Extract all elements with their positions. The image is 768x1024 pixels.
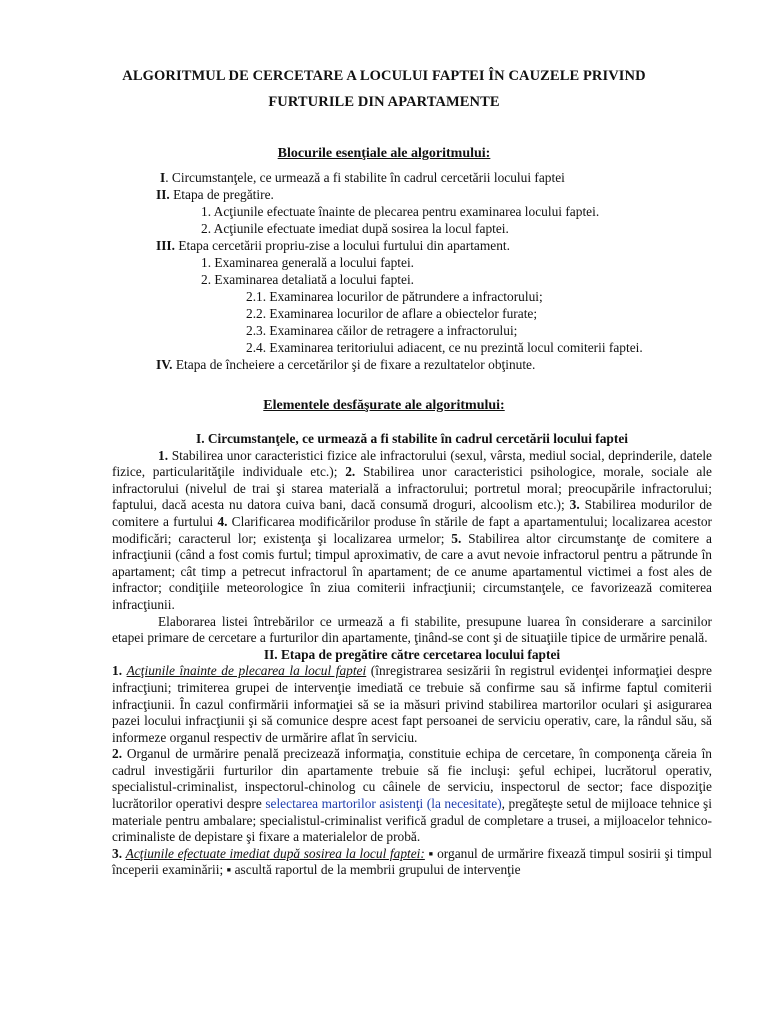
section-2-title: II. Etapa de pregătire către cercetarea locului faptei [263, 646, 561, 662]
section-2-paragraph-1: 1. Acţiunile înainte de plecarea la locul faptei (înregistrarea sesizării în registrul evidenţei informaţiei despre infracţiuni; trimiterea grupei de intervenţie imediată ce trebuie să confirme sau să infirme faptul comiterii infracţiunii. În cazul confirmării informaţiei să se ia măsuri privind stabilirea martorilor oculari şi asigurarea pazei locului infracţiunii şi să comunice despre acest fapt persoanei de serviciu operativ, care, la rândul său, să informeze organul respectiv de urmărire aflat în serviciu. [112, 663, 712, 745]
actions-before-departure-link[interactable]: Acţiunile înainte de plecarea la locul faptei [126, 663, 367, 679]
section-2-paragraph-2: 2. Organul de urmărire penală precizează informaţia, constituie echipa de cercetare, în componenţa căreia în cadrul investigării furturilor din apartamente trebuie să fie incluşi: şeful echipei, lucrătorul operativ, specialistul-criminalist, inspectorul-chinolog cu câinele de serviciu, inspectorul de sector; face dispoziţie lucrătorilor operativi despre selectarea martorilor asistenţi (la necesitate), pregăteşte setul de mijloace tehnice şi materiale pentru ambalare; specialistul-criminalist verifică gradul de completare a trusei, a mijloacelor tehnico-criminaliste de depistare şi fixare a materialelor de probă. [112, 746, 712, 845]
witness-selection-link[interactable]: selectarea martorilor asistenţi (la necesitate) [265, 796, 502, 812]
outline-subsubitem: 2.2. Examinarea locurilor de aflare a obiectelor furate; [246, 306, 538, 321]
outline-item: III. Etapa cercetării propriu-zise a locului furtului din apartament. [156, 238, 510, 253]
blocks-heading: Blocurile esenţiale ale algoritmului: [277, 146, 491, 161]
outline-item: I. Circumstanţele, ce urmează a fi stabilite în cadrul cercetării locului faptei [160, 170, 565, 185]
outline-subitem: 2. Examinarea detaliată a locului faptei. [201, 272, 415, 287]
outline-subitem: 1. Acţiunile efectuate înainte de plecarea pentru examinarea locului faptei. [201, 204, 600, 219]
outline-number: I [160, 170, 166, 185]
outline-number: II. [156, 187, 170, 202]
elements-heading: Elementele desfăşurate ale algoritmului: [263, 398, 505, 413]
outline-number: IV. [156, 357, 173, 372]
section-1-title: I. Circumstanţele, ce urmează a fi stabilite în cadrul cercetării locului faptei [195, 431, 628, 446]
outline-subsubitem: 2.1. Examinarea locurilor de pătrundere a infractorului; [246, 289, 543, 304]
section-1-paragraph-1: 1. Stabilirea unor caracteristici fizice ale infractorului (sexul, vârsta, mediul social, deprinderile, datele fizice, particularităţile individuale etc.); 2. Stabilirea unor caracteristici psihologice, morale, sociale ale infractorului (nivelul de trai şi starea materială a infractorului; portretul moral; preocupările infractorului; faptului, dacă acesta nu datora cuiva bani, dacă consumă droguri, alcoolism etc.); 3. Stabilirea modurilor de comitere a furtului 4. Clarificarea modificărilor produse în stările de fapt a apartamentului; localizarea acestor modificări; caracterul lor; existenţa şi localizarea urmelor; 5. Stabilirea altor circumstanţe de comitere a infracţiunii (când a fost comis furtul; timpul aproximativ, de care a avut nevoie infractorul pentru a pătrunde în apartament; cât timp a petrecut infractorul în apartament; de ce anume apartamentul victimei a fost ales de infractor; condiţiile meteorologice în ziua comiterii infracţiunii; circumstanţele, ce favorizează comiterea infracţiunii. [112, 447, 713, 612]
outline-subsubitem: 2.4. Examinarea teritoriului adiacent, ce nu prezintă locul comiterii faptei. [246, 340, 643, 355]
outline-subitem: 1. Examinarea generală a locului faptei. [201, 255, 415, 270]
section-1-paragraph-2: Elaborarea listei întrebărilor ce urmează a fi stabilite, presupune luarea în considerare a sarcinilor etapei primare de cercetare a furturilor din apartamente, ţinând-se cont şi de situaţiile tipice de urmărire penală. [112, 613, 712, 646]
outline-item: II. Etapa de pregătire. [156, 187, 274, 202]
section-2-paragraph-3: 3. Acţiunile efectuate imediat după sosirea la locul faptei: ▪ organul de urmărire fixează timpul sosirii şi timpul începerii examinării; ▪ ascultă raportul de la membrii grupului de intervenţie [112, 845, 712, 878]
outline-item: IV. Etapa de încheiere a cercetărilor şi de fixare a rezultatelor obţinute. [156, 357, 536, 372]
outline-subsubitem: 2.3. Examinarea căilor de retragere a infractorului; [246, 323, 518, 338]
document-title-line-2: FURTURILE DIN APARTAMENTE [268, 94, 500, 110]
actions-after-arrival-link[interactable]: Acţiunile efectuate imediat după sosirea la locul faptei: [125, 845, 425, 861]
body-text [112, 431, 712, 879]
document-title-line-1: ALGORITMUL DE CERCETARE A LOCULUI FAPTEI ÎN CAUZELE PRIVIND [122, 68, 646, 84]
outline-subitem: 2. Acţiunile efectuate imediat după sosirea la locul faptei. [201, 221, 509, 236]
outline-number: III. [156, 238, 175, 253]
